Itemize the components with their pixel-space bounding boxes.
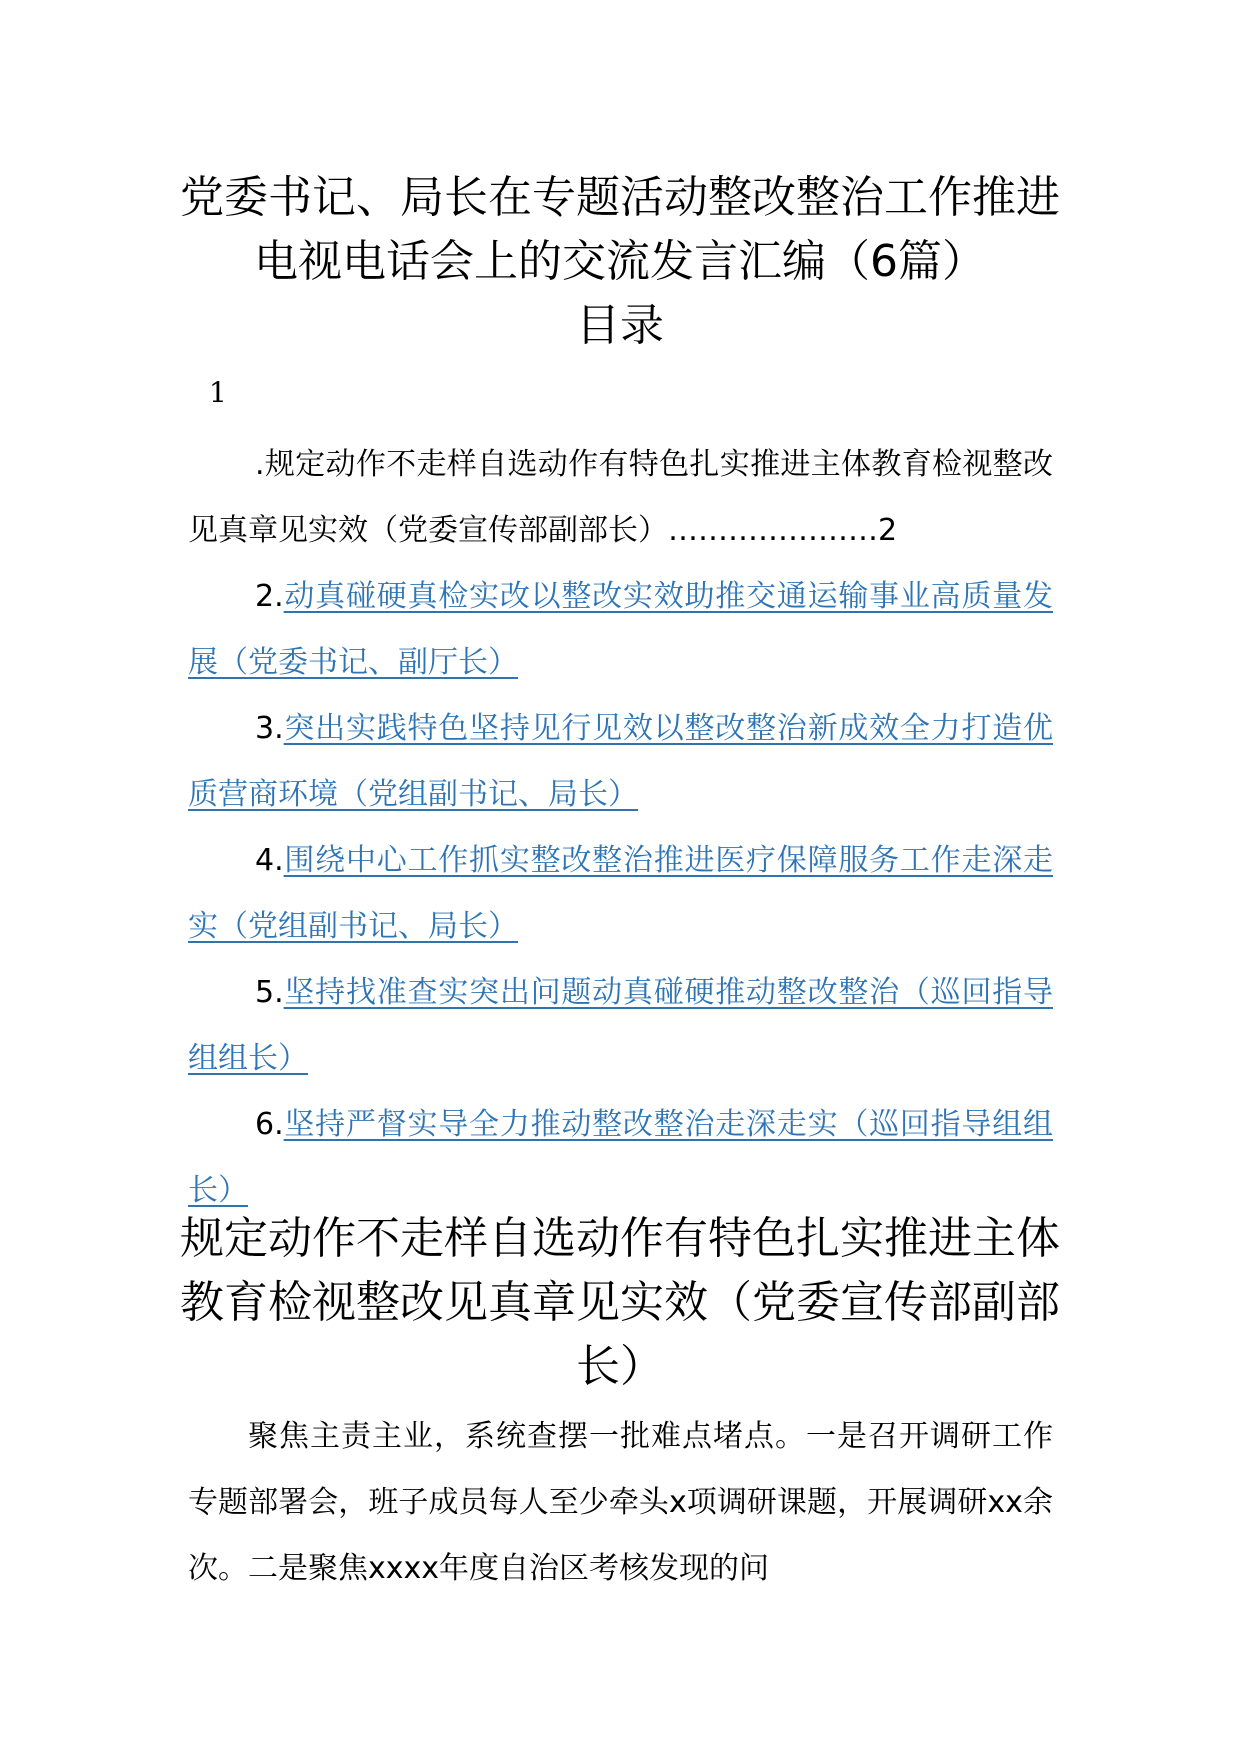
toc-link-6[interactable]: 坚持严督实导全力推动整改整治走深走实（巡回指导组组长）	[188, 1107, 1053, 1208]
toc-link-5[interactable]: 坚持找准查实突出问题动真碰硬推动整改整治（巡回指导组组长）	[188, 975, 1053, 1076]
toc-link-4[interactable]: 围绕中心工作抓实整改整治推进医疗保障服务工作走深走实（党组副书记、局长）	[188, 843, 1053, 944]
toc-page-number: 2	[878, 513, 898, 548]
table-of-contents	[188, 432, 1053, 1224]
toc-marker: 1	[209, 376, 227, 409]
toc-entry-6	[188, 1092, 1053, 1224]
toc-link-3[interactable]: 突出实践特色坚持见行见效以整改整治新成效全力打造优质营商环境（党组副书记、局长）	[188, 711, 1053, 812]
section-title: 规定动作不走样自选动作有特色扎实推进主体教育检视整改见真章见实效（党委宣传部副部长）	[180, 1213, 1060, 1392]
toc-leader-dots: …………………	[668, 513, 878, 548]
document-title: 党委书记、局长在专题活动整改整治工作推进电视电话会上的交流发言汇编（6篇）	[180, 172, 1060, 287]
toc-entry-number: 4.	[255, 843, 284, 878]
toc-entry-4	[188, 828, 1053, 960]
toc-entry-1[interactable]	[188, 432, 1053, 564]
toc-heading: 目录	[576, 300, 664, 351]
toc-entry-number: 2.	[255, 579, 284, 614]
toc-entry-text: .规定动作不走样自选动作有特色扎实推进主体教育检视整改见真章见实效（党委宣传部副部长）	[188, 447, 1053, 548]
toc-link-2[interactable]: 动真碰硬真检实改以整改实效助推交通运输事业高质量发展（党委书记、副厅长）	[188, 579, 1053, 680]
toc-entry-3	[188, 696, 1053, 828]
toc-entry-5	[188, 960, 1053, 1092]
toc-entry-2	[188, 564, 1053, 696]
toc-entry-number: 5.	[255, 975, 284, 1010]
toc-entry-number: 3.	[255, 711, 284, 746]
body-paragraph: 聚焦主责主业，系统查摆一批难点堵点。一是召开调研工作专题部署会，班子成员每人至少牵头x项调研课题，开展调研xx余次。二是聚焦xxxx年度自治区考核发现的问	[188, 1419, 1053, 1586]
toc-entry-number: 6.	[255, 1107, 284, 1142]
